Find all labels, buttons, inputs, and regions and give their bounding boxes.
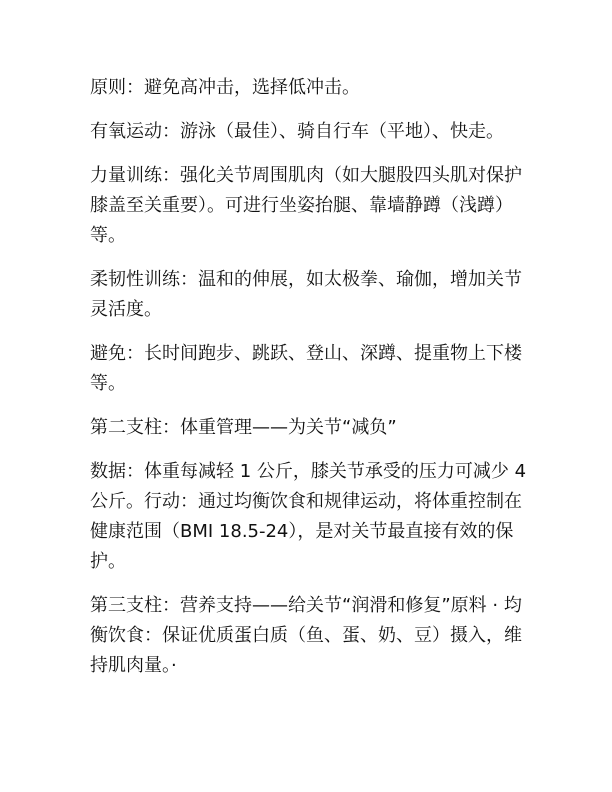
paragraph-aerobic: 有氧运动：游泳（最佳）、骑自行车（平地）、快走。 <box>90 121 504 142</box>
paragraph-avoid: 避免：长时间跑步、跳跃、登山、深蹲、提重物上下楼等。 <box>90 343 522 394</box>
paragraph-principle: 原则：避免高冲击，选择低冲击。 <box>90 77 360 98</box>
document-body <box>90 73 530 695</box>
paragraph-weight-data: 数据：体重每减轻 1 公斤，膝关节承受的压力可减少 4 公斤。行动：通过均衡饮食和规律运动，将体重控制在健康范围（BMI 18.5-24），是对关节最直接有效的保护。 <box>90 461 527 572</box>
paragraph-nutrition: 第三支柱：营养支持——给关节“润滑和修复”原料 · 均衡饮食：保证优质蛋白质（鱼、蛋、奶、豆）摄入，维持肌肉量。· <box>90 595 522 676</box>
paragraph-flexibility: 柔韧性训练：温和的伸展，如太极拳、瑜伽，增加关节灵活度。 <box>90 269 522 320</box>
section-heading-weight: 第二支柱：体重管理——为关节“减负” <box>90 417 397 438</box>
paragraph-strength: 力量训练：强化关节周围肌肉（如大腿股四头肌对保护膝盖至关重要）。可进行坐姿抬腿、靠墙静蹲（浅蹲）等。 <box>90 165 522 246</box>
